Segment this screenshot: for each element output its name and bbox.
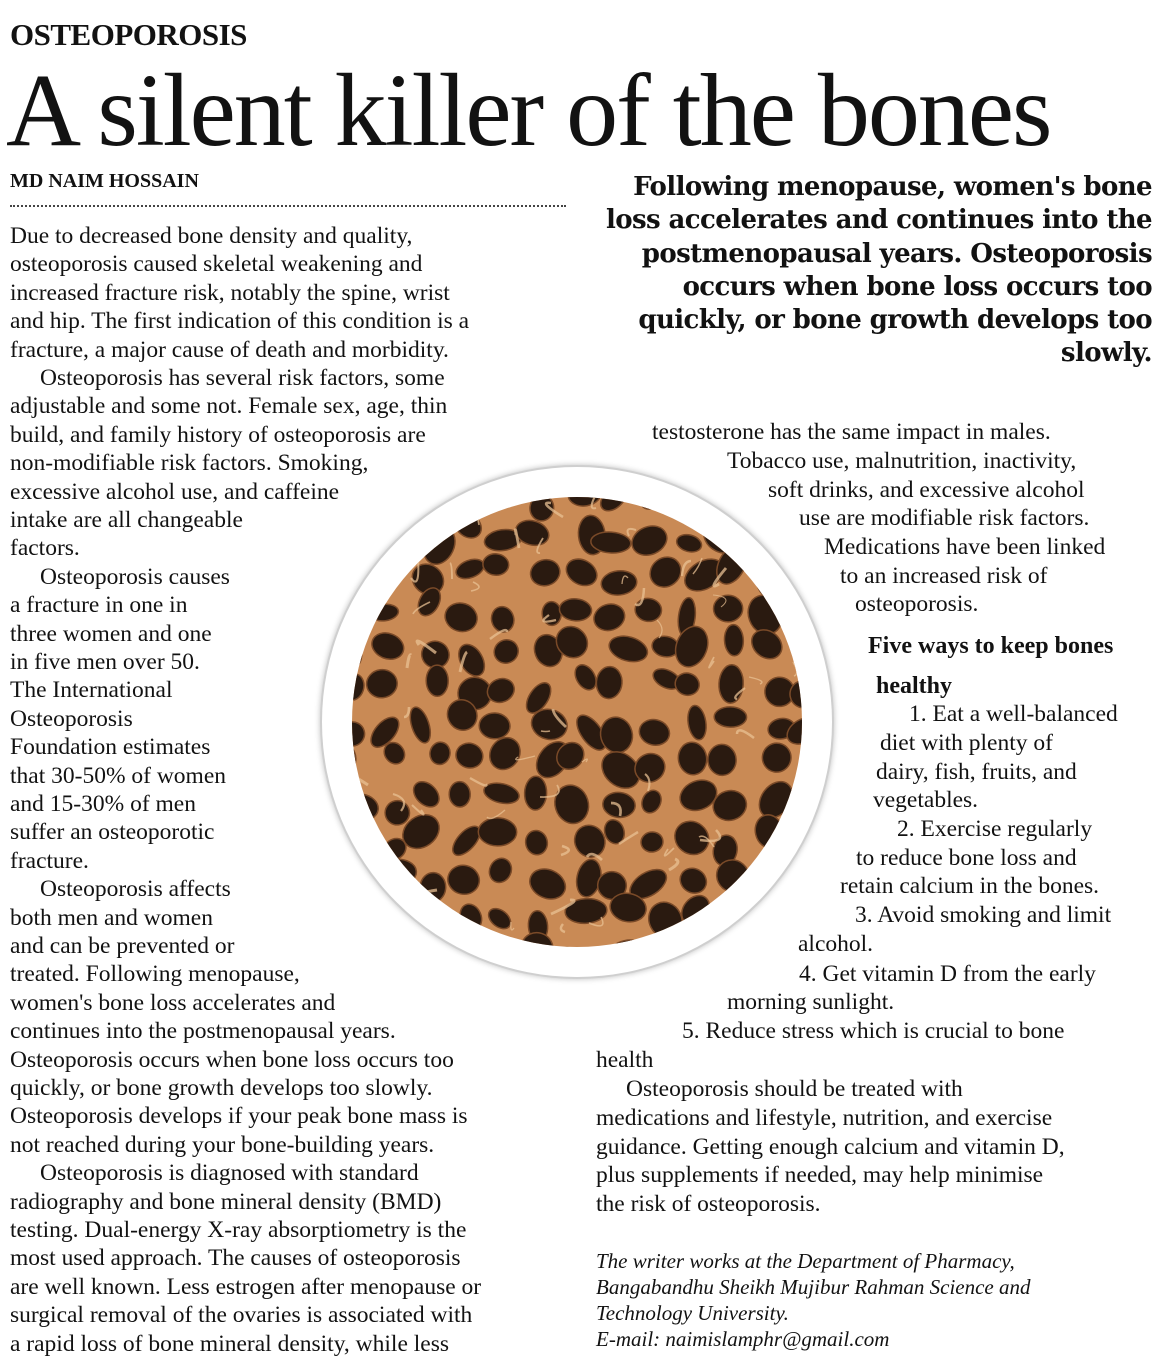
- left-column-line: treated. Following menopause,: [10, 961, 300, 988]
- headline: A silent killer of the bones: [6, 53, 1051, 168]
- writer-note-line: E-mail: naimislamphr@gmail.com: [596, 1327, 890, 1351]
- tips-heading-cont: healthy: [876, 673, 953, 699]
- bone-pore: [352, 946, 373, 947]
- right-column-line: Medications have been linked: [824, 534, 1106, 560]
- left-column-line: excessive alcohol use, and caffeine: [10, 478, 340, 505]
- bone-strand: [356, 928, 368, 938]
- section-kicker: OSTEOPOROSIS: [10, 17, 247, 52]
- tips-list-line: 3. Avoid smoking and limit: [855, 902, 1112, 928]
- bone-pore: [478, 818, 517, 847]
- pull-quote: Following menopause, women's bone loss accelerates and continues into the postmenopausal years. Osteoporosis occurs when bone loss occurs too quickly, or bone growth develops too slowly.: [605, 172, 1152, 369]
- bone-pore: [719, 927, 753, 947]
- tips-list-line: diet with plenty of: [880, 730, 1053, 756]
- byline-divider: [10, 205, 566, 207]
- left-column-line: suffer an osteoporotic: [10, 819, 215, 846]
- right-column-line: use are modifiable risk factors.: [799, 505, 1090, 531]
- bone-strand: [372, 514, 382, 523]
- tips-list-line: alcohol.: [798, 931, 874, 957]
- bone-pore: [727, 497, 751, 515]
- bone-strand: [375, 523, 392, 531]
- tips-list-line: 5. Reduce stress which is crucial to bone: [682, 1018, 1065, 1044]
- right-column-line: testosterone has the same impact in males.: [652, 419, 1051, 445]
- tips-list-line: health: [596, 1047, 654, 1073]
- right-column-line: soft drinks, and excessive alcohol: [768, 477, 1085, 503]
- bone-pore: [426, 665, 449, 697]
- left-column-line: build, and family history of osteoporosis are: [10, 421, 426, 448]
- left-column-line: Due to decreased bone density and quality,: [10, 223, 413, 249]
- left-column-line: testing. Dual-energy X-ray absorptiometry is the: [10, 1217, 467, 1243]
- left-column-line: Osteoporosis affects: [40, 876, 231, 903]
- bone-pore: [524, 776, 547, 811]
- left-column-line: a fracture in one in: [10, 592, 188, 619]
- left-column-line: non-modifiable risk factors. Smoking,: [10, 450, 369, 477]
- left-column-line: The International: [10, 677, 173, 704]
- writer-note-line: The writer works at the Department of Pharmacy,: [596, 1249, 1015, 1273]
- bone-pore: [352, 544, 359, 582]
- right-column-line: Tobacco use, malnutrition, inactivity,: [727, 448, 1077, 474]
- bone-pore: [755, 511, 787, 541]
- left-column-line: a rapid loss of bone mineral density, while less: [10, 1330, 450, 1357]
- writer-note-line: Technology University.: [596, 1301, 789, 1325]
- tips-list-line: morning sunlight.: [727, 989, 895, 1015]
- bone-pore: [751, 931, 796, 947]
- left-column-line: continues into the postmenopausal years.: [10, 1018, 396, 1045]
- tips-list-line: dairy, fish, fruits, and: [876, 759, 1077, 785]
- closing-paragraph-line: Osteoporosis should be treated with: [626, 1076, 963, 1102]
- bone-strand: [541, 731, 550, 732]
- bone-pore: [352, 517, 379, 553]
- left-column-line: increased fracture risk, notably the spine, wrist: [10, 279, 450, 306]
- closing-paragraph-line: medications and lifestyle, nutrition, and exercise: [596, 1105, 1053, 1131]
- left-column-line: osteoporosis caused skeletal weakening and: [10, 251, 423, 278]
- right-column-line: to an increased risk of: [840, 563, 1048, 589]
- left-column-line: fracture.: [10, 847, 89, 874]
- left-column-line: both men and women: [10, 904, 213, 931]
- tips-list-line: to reduce bone loss and: [856, 845, 1077, 871]
- left-column-line: that 30-50% of women: [10, 762, 227, 789]
- bone-strand: [392, 501, 409, 506]
- left-column-line: and can be prevented or: [10, 933, 235, 959]
- tips-list-line: 1. Eat a well-balanced: [909, 701, 1118, 727]
- bone-pore: [449, 781, 471, 807]
- left-column-line: radiography and bone mineral density (BMD): [10, 1188, 442, 1215]
- bone-pore: [352, 905, 366, 946]
- left-column-line: factors.: [10, 535, 80, 562]
- left-column-line: not reached during your bone-building years.: [10, 1131, 435, 1158]
- closing-paragraph-line: plus supplements if needed, may help minimise: [596, 1162, 1044, 1188]
- closing-paragraph-line: the risk of osteoporosis.: [596, 1191, 821, 1217]
- tips-heading: Five ways to keep bones: [868, 633, 1114, 659]
- bone-strand: [352, 899, 366, 920]
- left-column-line: Osteoporosis is diagnosed with standard: [40, 1160, 419, 1187]
- left-column-line: Foundation estimates: [10, 734, 211, 761]
- left-column-line: adjustable and some not. Female sex, age, thin: [10, 393, 448, 420]
- bone-pore: [714, 707, 747, 728]
- left-column-line: and hip. The first indication of this condition is a: [10, 308, 470, 335]
- left-column-line: Osteoporosis occurs when bone loss occurs too: [10, 1046, 454, 1073]
- left-column-line: in five men over 50.: [10, 649, 200, 675]
- left-column-line: Osteoporosis develops if your peak bone mass is: [10, 1103, 468, 1130]
- bone-microstructure-photo: [352, 497, 802, 947]
- bone-strand: [783, 922, 791, 944]
- tips-list-line: 4. Get vitamin D from the early: [799, 961, 1096, 987]
- right-column-line: osteoporosis.: [855, 591, 979, 617]
- bone-strand: [724, 497, 740, 509]
- left-column-line: are well known. Less estrogen after menopause or: [10, 1273, 482, 1300]
- bone-pore: [375, 925, 412, 947]
- left-column-line: women's bone loss accelerates and: [10, 989, 336, 1016]
- tips-list-line: 2. Exercise regularly: [897, 816, 1093, 842]
- left-column-line: intake are all changeable: [10, 507, 243, 533]
- tips-list-line: vegetables.: [873, 787, 979, 813]
- left-column-line: fracture, a major cause of death and morbidity.: [10, 336, 449, 363]
- bone-pore: [713, 595, 743, 622]
- tips-list-line: retain calcium in the bones.: [840, 873, 1100, 899]
- bone-structure-graphic: [352, 497, 802, 947]
- left-column-line: quickly, or bone growth develops too slowly.: [10, 1075, 433, 1101]
- bone-pore: [373, 497, 409, 511]
- left-column-line: and 15-30% of men: [10, 791, 196, 817]
- left-column-line: surgical removal of the ovaries is associated with: [10, 1302, 473, 1329]
- writer-note-line: Bangabandhu Sheikh Mujibur Rahman Science and: [596, 1275, 1031, 1299]
- closing-paragraph-line: guidance. Getting enough calcium and vitamin D,: [596, 1134, 1065, 1160]
- left-column-line: three women and one: [10, 620, 212, 647]
- bone-pore: [707, 744, 737, 776]
- left-column-line: Osteoporosis causes: [40, 563, 230, 590]
- left-column-line: Osteoporosis: [10, 705, 133, 732]
- bone-pore: [352, 497, 365, 513]
- left-column-line: most used approach. The causes of osteoporosis: [10, 1245, 461, 1272]
- byline: MD NAIM HOSSAIN: [10, 170, 199, 192]
- left-column-line: Osteoporosis has several risk factors, some: [40, 365, 445, 391]
- bone-pore: [479, 712, 511, 739]
